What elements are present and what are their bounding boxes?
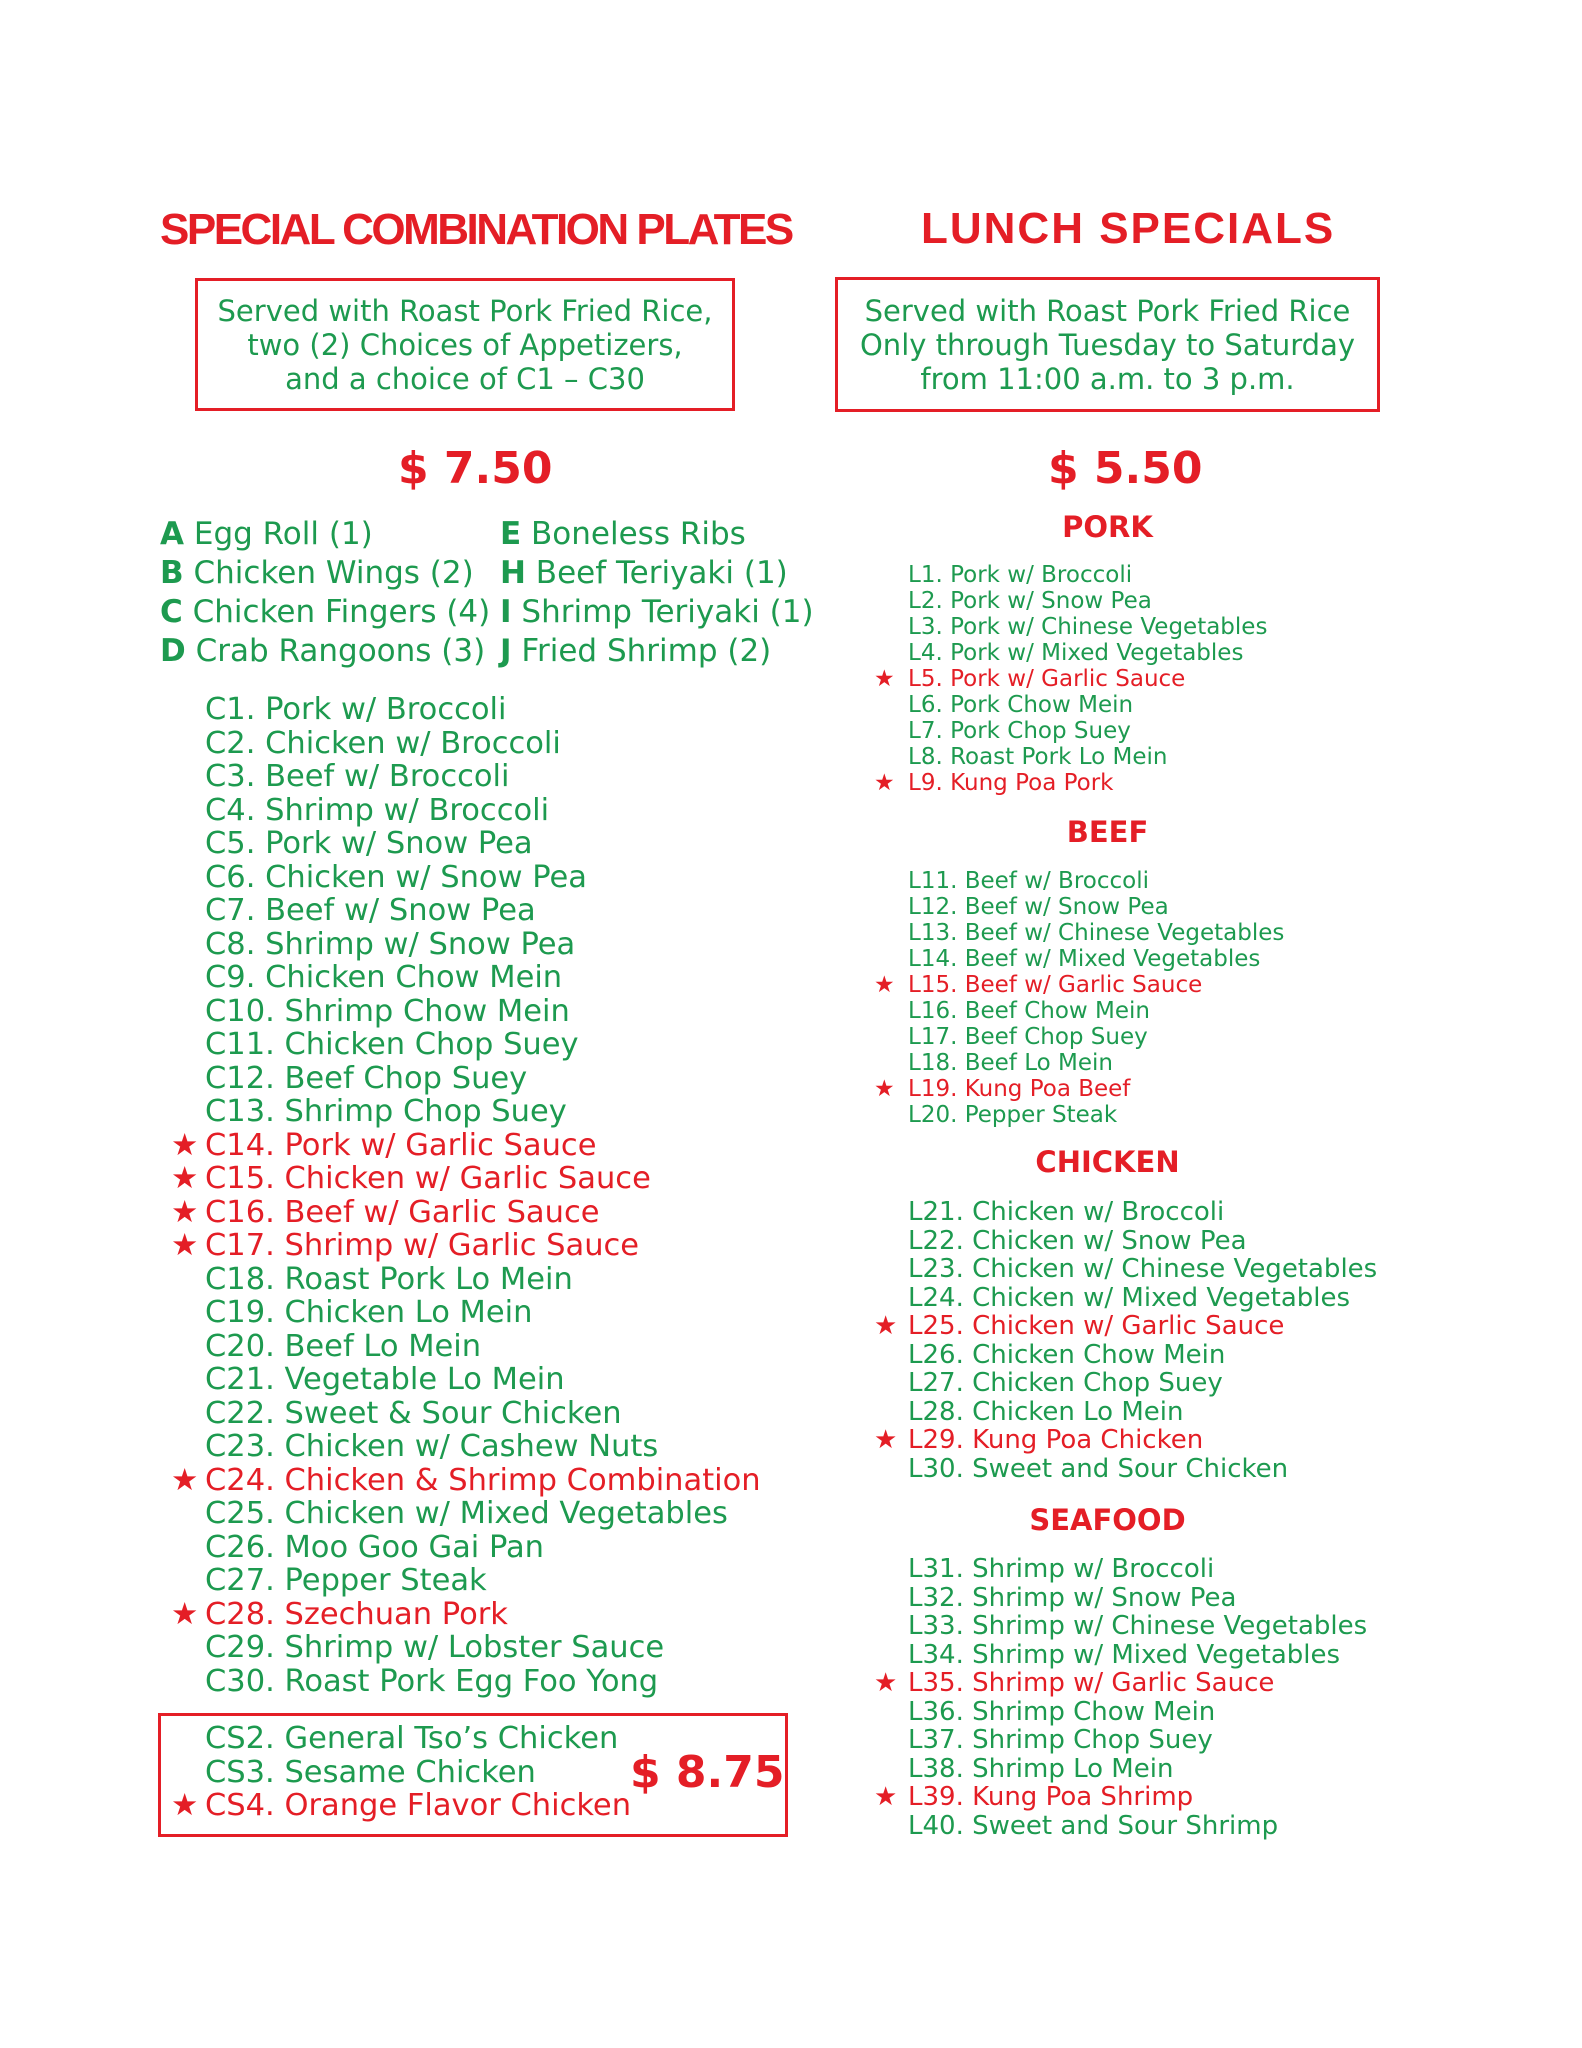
menu-item [908, 1641, 1367, 1670]
combination-plates-title: SPECIAL COMBINATION PLATES [160, 205, 792, 254]
menu-item-label: L16. Beef Chow Mein [908, 998, 1150, 1024]
star-icon: ★ [171, 1462, 199, 1498]
star-icon: ★ [874, 666, 895, 692]
lunch-category-list [874, 1554, 1368, 1841]
menu-item [908, 1024, 1284, 1050]
menu-item [908, 1341, 1377, 1370]
star-icon: ★ [874, 972, 895, 998]
menu-item-label: L23. Chicken w/ Chinese Vegetables [908, 1254, 1378, 1284]
menu-item-label: L14. Beef w/ Mixed Vegetables [908, 946, 1261, 972]
appetizer-name: Crab Rangoons (3) [185, 633, 486, 669]
menu-item-label: L18. Beef Lo Mein [908, 1050, 1113, 1076]
menu-item-label: L4. Pork w/ Mixed Vegetables [908, 640, 1244, 666]
menu-item-label: C27. Pepper Steak [205, 1563, 487, 1598]
menu-item [874, 1076, 1284, 1102]
menu-item-label: C19. Chicken Lo Mein [205, 1295, 533, 1330]
menu-item [171, 1127, 761, 1163]
star-icon: ★ [874, 1425, 898, 1455]
menu-item [908, 588, 1267, 614]
menu-item [874, 666, 1267, 692]
menu-item [205, 861, 761, 895]
star-icon: ★ [874, 1782, 898, 1812]
menu-item-label: L40. Sweet and Sour Shrimp [908, 1810, 1279, 1841]
menu-item [205, 760, 761, 794]
menu-item [205, 1095, 761, 1129]
menu-item [908, 946, 1284, 972]
appetizer-item [500, 593, 814, 632]
menu-item [205, 1263, 761, 1297]
menu-item [205, 1722, 631, 1756]
menu-item [205, 1363, 761, 1397]
menu-item [908, 1255, 1377, 1284]
menu-item-label: C24. Chicken & Shrimp Combination [205, 1462, 761, 1498]
menu-item [205, 1756, 631, 1790]
appetizer-name: Chicken Fingers (4) [182, 594, 491, 630]
appetizer-code: C [160, 594, 183, 630]
star-icon: ★ [874, 1668, 898, 1698]
star-icon: ★ [171, 1788, 199, 1823]
menu-item [908, 718, 1267, 744]
menu-item [205, 961, 761, 995]
menu-item-label: C25. Chicken w/ Mixed Vegetables [205, 1496, 728, 1531]
notice-line: Only through Tuesday to Saturday [859, 328, 1356, 362]
combination-plates-notice [195, 278, 735, 411]
chef-special-list [171, 1721, 632, 1823]
menu-item-label: C22. Sweet & Sour Chicken [205, 1395, 622, 1431]
lunch-category-list [874, 562, 1268, 796]
menu-item [205, 1631, 761, 1665]
menu-item-label: L34. Shrimp w/ Mixed Vegetables [908, 1639, 1341, 1670]
menu-item-label: L19. Kung Poa Beef [908, 1076, 1131, 1102]
appetizer-code: B [160, 555, 184, 591]
star-icon: ★ [874, 770, 895, 796]
appetizer-item [160, 593, 490, 632]
appetizer-name: Chicken Wings (2) [183, 555, 474, 591]
menu-item [171, 1194, 761, 1230]
menu-item-label: C30. Roast Pork Egg Foo Yong [205, 1663, 659, 1699]
menu-item-label: L1. Pork w/ Broccoli [908, 562, 1133, 588]
menu-item [171, 1596, 761, 1632]
menu-item-label: L36. Shrimp Chow Mein [908, 1696, 1216, 1727]
menu-item-label: L30. Sweet and Sour Chicken [908, 1453, 1289, 1484]
star-icon: ★ [171, 1161, 199, 1196]
menu-item-label: L24. Chicken w/ Mixed Vegetables [908, 1282, 1351, 1313]
menu-item-label: C16. Beef w/ Garlic Sauce [205, 1194, 600, 1230]
menu-item-label: CS2. General Tso’s Chicken [205, 1721, 619, 1756]
appetizer-item [160, 554, 490, 593]
menu-item-label: L37. Shrimp Chop Suey [908, 1725, 1213, 1755]
menu-item [171, 1228, 761, 1263]
menu-item [205, 1397, 761, 1431]
menu-item-label: L31. Shrimp w/ Broccoli [908, 1554, 1215, 1584]
notice-line: and a choice of C1 – C30 [285, 362, 645, 396]
menu-item [205, 1497, 761, 1531]
menu-item [205, 827, 761, 861]
menu-item [908, 1612, 1367, 1641]
combination-plates-price: $ 7.50 [398, 443, 553, 494]
menu-item-label: C23. Chicken w/ Cashew Nuts [205, 1429, 659, 1464]
star-icon: ★ [171, 1228, 199, 1263]
menu-item-label: L2. Pork w/ Snow Pea [908, 588, 1152, 614]
appetizer-list-2 [500, 515, 814, 671]
menu-item-label: L32. Shrimp w/ Snow Pea [908, 1582, 1237, 1613]
menu-item-label: L25. Chicken w/ Garlic Sauce [908, 1311, 1285, 1341]
lunch-category-heading: PORK [1062, 510, 1153, 544]
menu-item [908, 614, 1267, 640]
menu-item-label: L29. Kung Poa Chicken [908, 1425, 1204, 1455]
appetizer-item [500, 554, 814, 593]
menu-item [205, 1330, 761, 1364]
menu-item-label: L5. Pork w/ Garlic Sauce [908, 666, 1186, 692]
menu-item-label: L17. Beef Chop Suey [908, 1024, 1148, 1050]
menu-item [205, 693, 761, 727]
menu-item-label: L27. Chicken Chop Suey [908, 1368, 1223, 1398]
menu-item-label: C4. Shrimp w/ Broccoli [205, 792, 550, 828]
menu-item [205, 1564, 761, 1598]
menu-item-label: L12. Beef w/ Snow Pea [908, 894, 1169, 920]
menu-item [908, 1755, 1367, 1784]
menu-item-label: C7. Beef w/ Snow Pea [205, 893, 536, 928]
menu-item-label: C5. Pork w/ Snow Pea [205, 826, 533, 861]
star-icon: ★ [171, 1194, 199, 1230]
menu-item-label: L39. Kung Poa Shrimp [908, 1782, 1194, 1812]
menu-item-label: L20. Pepper Steak [908, 1102, 1118, 1128]
menu-item [171, 1788, 632, 1823]
menu-item [908, 1102, 1284, 1128]
menu-item-label: C13. Shrimp Chop Suey [205, 1094, 567, 1129]
lunch-category-heading: SEAFOOD [1029, 1503, 1186, 1537]
menu-item-label: C6. Chicken w/ Snow Pea [205, 859, 587, 895]
appetizer-code: J [500, 633, 512, 669]
menu-item-label: L8. Roast Pork Lo Mein [908, 744, 1168, 770]
menu-item [908, 1726, 1367, 1755]
lunch-category-heading: CHICKEN [1035, 1145, 1180, 1179]
menu-item [205, 1296, 761, 1330]
menu-item [171, 1161, 761, 1196]
menu-item [908, 1198, 1377, 1227]
menu-item-label: L22. Chicken w/ Snow Pea [908, 1225, 1247, 1256]
menu-item [908, 1812, 1367, 1841]
menu-item-label: CS4. Orange Flavor Chicken [205, 1788, 632, 1823]
menu-item [171, 1462, 761, 1498]
menu-item [205, 1430, 761, 1464]
menu-item [205, 1531, 761, 1565]
appetizer-code: H [500, 555, 526, 591]
menu-item [874, 1782, 1367, 1812]
menu-item [908, 1455, 1377, 1484]
menu-item-label: L3. Pork w/ Chinese Vegetables [908, 614, 1268, 640]
menu-item [908, 998, 1284, 1024]
appetizer-code: I [500, 594, 512, 630]
appetizer-name: Fried Shrimp (2) [511, 633, 772, 669]
appetizer-code: E [500, 516, 522, 552]
menu-item [874, 972, 1284, 998]
chef-special-price: $ 8.75 [630, 1747, 785, 1798]
appetizer-item [500, 515, 814, 554]
menu-item-label: L26. Chicken Chow Mein [908, 1339, 1226, 1370]
menu-item-label: L33. Shrimp w/ Chinese Vegetables [908, 1611, 1368, 1641]
star-icon: ★ [874, 1076, 895, 1102]
star-icon: ★ [874, 1311, 898, 1341]
menu-item-label: C9. Chicken Chow Mein [205, 960, 563, 995]
menu-item [908, 744, 1267, 770]
menu-item-label: C2. Chicken w/ Broccoli [205, 725, 561, 761]
appetizer-list-1 [160, 515, 490, 671]
menu-item [908, 920, 1284, 946]
menu-item-label: C18. Roast Pork Lo Mein [205, 1261, 573, 1297]
star-icon: ★ [171, 1596, 199, 1632]
appetizer-name: Egg Roll (1) [184, 516, 373, 552]
menu-item [205, 1665, 761, 1699]
menu-item [908, 1398, 1377, 1427]
menu-item-label: C21. Vegetable Lo Mein [205, 1362, 565, 1397]
menu-item [908, 640, 1267, 666]
menu-item [908, 562, 1267, 588]
notice-line: Served with Roast Pork Fried Rice, [217, 294, 713, 328]
menu-item [205, 1062, 761, 1096]
menu-item-label: C3. Beef w/ Broccoli [205, 759, 510, 794]
menu-item-label: C15. Chicken w/ Garlic Sauce [205, 1161, 651, 1196]
menu-item-label: C28. Szechuan Pork [205, 1596, 508, 1632]
menu-item-label: L15. Beef w/ Garlic Sauce [908, 972, 1203, 998]
menu-item-label: L13. Beef w/ Chinese Vegetables [908, 920, 1285, 946]
notice-line: Served with Roast Pork Fried Rice [864, 294, 1351, 328]
menu-item-label: L38. Shrimp Lo Mein [908, 1753, 1174, 1784]
menu-item [908, 1284, 1377, 1313]
menu-item [908, 1584, 1367, 1613]
menu-item [908, 1369, 1377, 1398]
appetizer-name: Beef Teriyaki (1) [525, 555, 788, 591]
appetizer-item [500, 632, 814, 671]
appetizer-item [160, 632, 490, 671]
menu-item-label: C1. Pork w/ Broccoli [205, 692, 507, 727]
menu-item-label: C10. Shrimp Chow Mein [205, 993, 570, 1029]
notice-line: from 11:00 a.m. to 3 p.m. [920, 362, 1295, 396]
menu-item [874, 1668, 1367, 1698]
appetizer-name: Boneless Ribs [521, 516, 746, 552]
menu-item-label: L28. Chicken Lo Mein [908, 1396, 1184, 1427]
menu-item [874, 770, 1267, 796]
menu-item [908, 894, 1284, 920]
star-icon: ★ [171, 1127, 199, 1163]
appetizer-code: D [160, 633, 186, 669]
menu-item [908, 1698, 1367, 1727]
menu-item [908, 1555, 1367, 1584]
menu-item-label: C14. Pork w/ Garlic Sauce [205, 1127, 597, 1163]
menu-item-label: C17. Shrimp w/ Garlic Sauce [205, 1228, 640, 1263]
menu-item-label: L35. Shrimp w/ Garlic Sauce [908, 1668, 1275, 1698]
menu-item-label: C20. Beef Lo Mein [205, 1328, 482, 1364]
menu-item [205, 794, 761, 828]
menu-item [908, 692, 1267, 718]
menu-item [874, 1311, 1377, 1341]
lunch-specials-notice [835, 277, 1380, 412]
menu-item-label: L9. Kung Poa Pork [908, 770, 1114, 796]
menu-item-label: C11. Chicken Chop Suey [205, 1027, 579, 1062]
menu-item [205, 995, 761, 1029]
appetizer-code: A [160, 516, 184, 552]
menu-item [874, 1425, 1377, 1455]
menu-item-label: CS3. Sesame Chicken [205, 1754, 536, 1790]
menu-item [205, 894, 761, 928]
menu-item-label: L6. Pork Chow Mein [908, 692, 1134, 718]
combination-list [171, 692, 761, 1699]
menu-item [205, 727, 761, 761]
appetizer-item [160, 515, 490, 554]
menu-item [205, 1028, 761, 1062]
menu-item-label: C26. Moo Goo Gai Pan [205, 1529, 545, 1565]
menu-item [205, 928, 761, 962]
menu-item-label: L7. Pork Chop Suey [908, 718, 1131, 744]
menu-item [908, 868, 1284, 894]
lunch-specials-price: $ 5.50 [1048, 443, 1203, 494]
menu-item [908, 1227, 1377, 1256]
lunch-category-list [874, 868, 1285, 1128]
menu-item-label: L21. Chicken w/ Broccoli [908, 1197, 1225, 1227]
lunch-category-list [874, 1197, 1378, 1484]
menu-item-label: C8. Shrimp w/ Snow Pea [205, 926, 576, 962]
menu-item [908, 1050, 1284, 1076]
menu-item-label: L11. Beef w/ Broccoli [908, 868, 1150, 894]
lunch-category-heading: BEEF [1066, 815, 1149, 849]
appetizer-name: Shrimp Teriyaki (1) [511, 594, 814, 630]
notice-line: two (2) Choices of Appetizers, [247, 328, 683, 362]
menu-item-label: C12. Beef Chop Suey [205, 1060, 528, 1096]
lunch-specials-title: LUNCH SPECIALS [921, 204, 1336, 253]
menu-item-label: C29. Shrimp w/ Lobster Sauce [205, 1630, 665, 1665]
